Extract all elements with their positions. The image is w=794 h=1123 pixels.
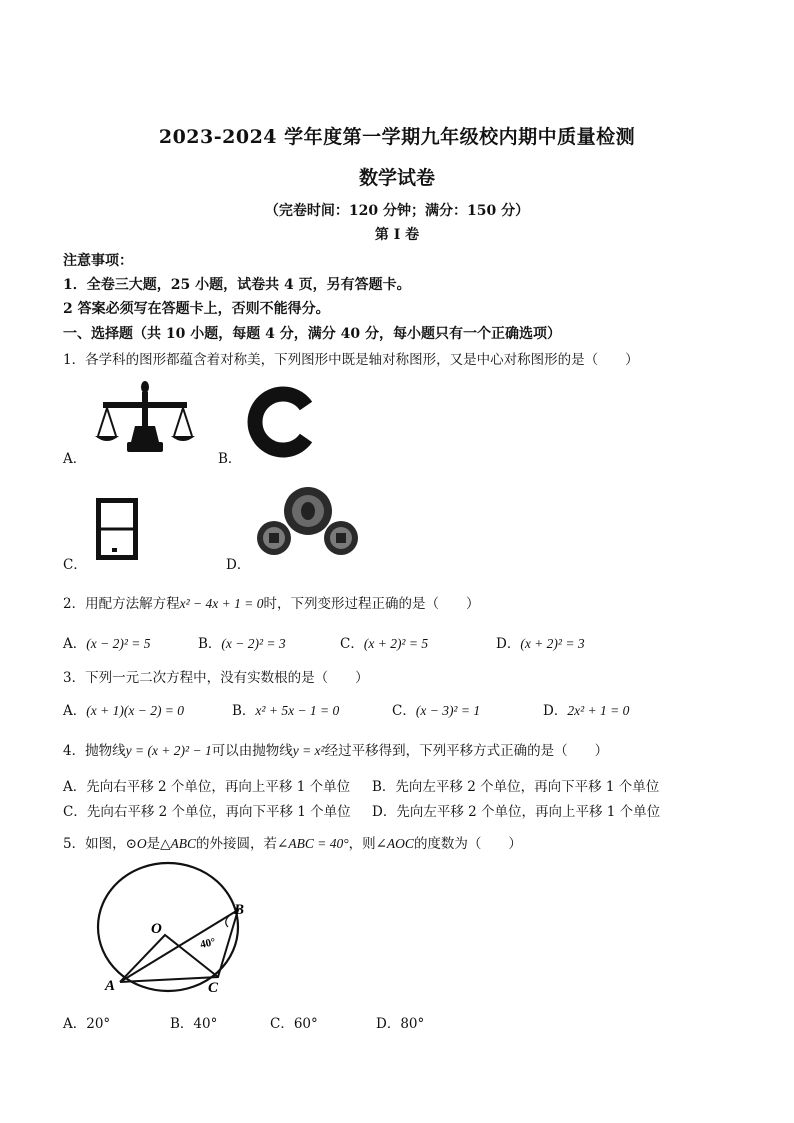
section-heading: 一、选择题（共 10 小题，每题 4 分，满分 40 分，每小题只有一个正确选项）	[63, 326, 561, 342]
label-o: O	[151, 921, 162, 937]
q3-option-c: C．(x − 3)² = 1	[392, 703, 481, 719]
note-item: 2 答案必须写在答题卡上，否则不能得分。	[63, 301, 330, 317]
q2-option-a: A．(x − 2)² = 5	[63, 636, 151, 652]
q3-option-b: B．x² + 5x − 1 = 0	[232, 703, 340, 719]
exam-subtitle: 数学试卷	[358, 167, 435, 189]
q3-option-a: A．(x + 1)(x − 2) = 0	[63, 703, 185, 719]
question-3-stem: 3．下列一元二次方程中，没有实数根的是（ ）	[63, 670, 369, 686]
balance-scale-icon	[95, 380, 197, 456]
q1-option-d-label: D．	[226, 557, 251, 573]
label-b: B	[234, 902, 245, 918]
q1-option-c-label: C．	[63, 557, 87, 573]
q2-option-c: C．(x + 2)² = 5	[340, 636, 429, 652]
coins-icon	[255, 486, 359, 556]
label-a: A	[105, 978, 116, 994]
q4-option-c: C．先向右平移 2 个单位，再向下平移 1 个单位	[63, 804, 351, 820]
rectangle-frame-icon	[96, 498, 138, 560]
exam-title: 2023-2024 学年度第一学期九年级校内期中质量检测	[158, 126, 636, 148]
exam-info: （完卷时间：120 分钟；满分：150 分）	[264, 203, 530, 219]
circle-figure	[90, 860, 260, 1000]
volume-label: 第 I 卷	[374, 227, 420, 243]
q1-option-b-label: B．	[218, 451, 242, 467]
letter-c-icon	[248, 390, 316, 454]
q2-option-d: D．(x + 2)² = 3	[496, 636, 585, 652]
q4-option-a: A．先向右平移 2 个单位，再向上平移 1 个单位	[63, 779, 351, 795]
question-4-stem: 4．抛物线y = (x + 2)² − 1可以由抛物线y = x²经过平移得到，下列平移方式正确的是（ ）	[63, 743, 609, 759]
label-c: C	[208, 980, 219, 996]
q5-option-b: B．40°	[170, 1016, 218, 1032]
q5-option-d: D．80°	[376, 1016, 425, 1032]
q4-option-b: B．先向左平移 2 个单位，再向下平移 1 个单位	[372, 779, 660, 795]
q5-option-c: C．60°	[270, 1016, 318, 1032]
circumcircle	[98, 863, 238, 991]
q4-option-d: D．先向左平移 2 个单位，再向上平移 1 个单位	[372, 804, 661, 820]
angle-label: 40°	[199, 935, 217, 951]
note-item: 1．全卷三大题，25 小题，试卷共 4 页，另有答题卡。	[63, 277, 411, 293]
question-5-stem: 5．如图，⊙O是△ABC的外接圆，若∠ABC = 40°，则∠AOC的度数为（ ）	[63, 836, 522, 852]
q2-equation: x² − 4x + 1 = 0	[179, 596, 264, 611]
notes-heading: 注意事项：	[63, 253, 133, 269]
q3-option-d: D．2x² + 1 = 0	[543, 703, 630, 719]
q5-option-a: A．20°	[63, 1016, 111, 1032]
question-2-stem: 2．用配方法解方程x² − 4x + 1 = 0时，下列变形过程正确的是（ ）	[63, 596, 480, 612]
question-1-stem: 1．各学科的图形都蕴含着对称美，下列图形中既是轴对称图形，又是中心对称图形的是（ ）	[63, 352, 639, 368]
q2-option-b: B．(x − 2)² = 3	[198, 636, 286, 652]
q1-option-a-label: A．	[63, 451, 87, 467]
